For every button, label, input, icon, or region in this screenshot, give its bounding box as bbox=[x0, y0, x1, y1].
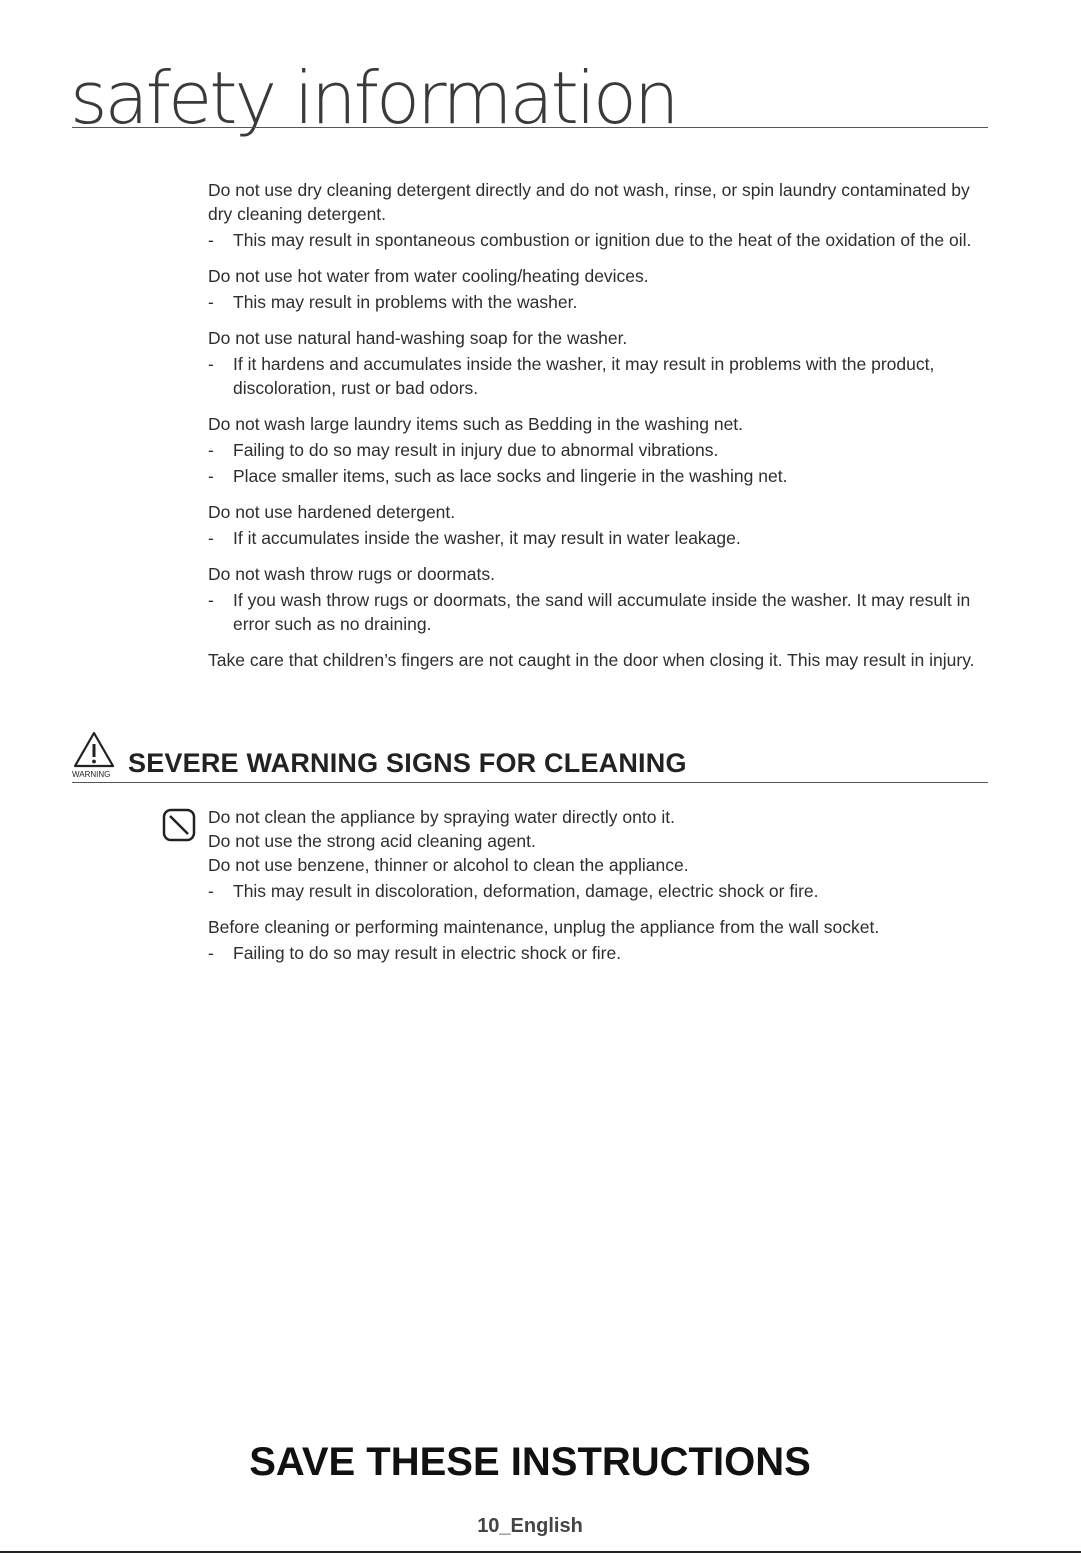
safety-item bbox=[208, 412, 988, 488]
bullet-dash: - bbox=[208, 881, 214, 901]
safety-item bbox=[208, 178, 988, 252]
page-title: safety information bbox=[70, 56, 677, 140]
safety-item bbox=[208, 562, 988, 636]
consequence-note bbox=[208, 228, 988, 252]
consequence-note bbox=[208, 526, 988, 550]
bullet-dash: - bbox=[208, 943, 214, 963]
consequence-text: If it hardens and accumulates inside the washer, it may result in problems with the product, discoloration, rust or bad odors. bbox=[233, 354, 935, 398]
cleaning-warning-item bbox=[208, 915, 988, 965]
cleaning-warnings-list bbox=[208, 805, 988, 977]
safety-statement: Do not use dry cleaning detergent directly and do not wash, rinse, or spin laundry contaminated by dry cleaning detergent. bbox=[208, 180, 970, 224]
safety-statement: Do not wash throw rugs or doormats. bbox=[208, 564, 495, 584]
cleaning-warning-statement: Do not clean the appliance by spraying water directly onto it. bbox=[208, 807, 675, 827]
cleaning-warning-statement: Do not use the strong acid cleaning agent. bbox=[208, 831, 536, 851]
consequence-text: This may result in spontaneous combustion or ignition due to the heat of the oxidation of the oil. bbox=[233, 230, 972, 250]
safety-instructions-list bbox=[208, 178, 988, 684]
prohibited-icon bbox=[162, 808, 196, 842]
bullet-dash: - bbox=[208, 590, 214, 610]
safety-statement: Do not use natural hand-washing soap for the washer. bbox=[208, 328, 628, 348]
safety-item bbox=[208, 264, 988, 314]
safety-item bbox=[208, 500, 988, 550]
safety-item bbox=[208, 648, 988, 672]
warning-section-header bbox=[72, 730, 988, 783]
cleaning-warning-statement: Do not use benzene, thinner or alcohol to clean the appliance. bbox=[208, 855, 689, 875]
bullet-dash: - bbox=[208, 292, 214, 312]
cleaning-warning-item bbox=[208, 805, 988, 903]
title-divider bbox=[72, 127, 988, 128]
consequence-text: Failing to do so may result in electric shock or fire. bbox=[233, 943, 622, 963]
save-instructions-heading: SAVE THESE INSTRUCTIONS bbox=[249, 1440, 811, 1484]
page-number: 10_English bbox=[477, 1515, 583, 1537]
consequence-note bbox=[208, 290, 988, 314]
bullet-dash: - bbox=[208, 528, 214, 548]
safety-statement: Do not use hot water from water cooling/heating devices. bbox=[208, 266, 649, 286]
safety-statement: Do not wash large laundry items such as Bedding in the washing net. bbox=[208, 414, 744, 434]
consequence-note bbox=[208, 352, 988, 400]
safety-statement: Take care that children’s fingers are not caught in the door when closing it. This may result in injury. bbox=[208, 650, 975, 670]
consequence-note bbox=[208, 588, 988, 636]
consequence-note bbox=[208, 464, 988, 488]
warning-icon-label: WARNING bbox=[72, 770, 111, 779]
warning-section-title: SEVERE WARNING SIGNS FOR CLEANING bbox=[128, 748, 687, 778]
consequence-text: Place smaller items, such as lace socks and lingerie in the washing net. bbox=[233, 466, 788, 486]
bullet-dash: - bbox=[208, 354, 214, 374]
bullet-dash: - bbox=[208, 440, 214, 460]
consequence-note bbox=[208, 941, 988, 965]
bullet-dash: - bbox=[208, 230, 214, 250]
consequence-text: This may result in discoloration, deformation, damage, electric shock or fire. bbox=[233, 881, 819, 901]
consequence-note bbox=[208, 438, 988, 462]
safety-statement: Do not use hardened detergent. bbox=[208, 502, 456, 522]
safety-item bbox=[208, 326, 988, 400]
consequence-text: This may result in problems with the washer. bbox=[233, 292, 578, 312]
consequence-note bbox=[208, 879, 988, 903]
cleaning-warning-statement: Before cleaning or performing maintenance, unplug the appliance from the wall socket. bbox=[208, 917, 880, 937]
consequence-text: If it accumulates inside the washer, it may result in water leakage. bbox=[233, 528, 741, 548]
consequence-text: If you wash throw rugs or doormats, the sand will accumulate inside the washer. It may result in error such as no draining. bbox=[233, 590, 971, 634]
bullet-dash: - bbox=[208, 466, 214, 486]
consequence-text: Failing to do so may result in injury due to abnormal vibrations. bbox=[233, 440, 719, 460]
